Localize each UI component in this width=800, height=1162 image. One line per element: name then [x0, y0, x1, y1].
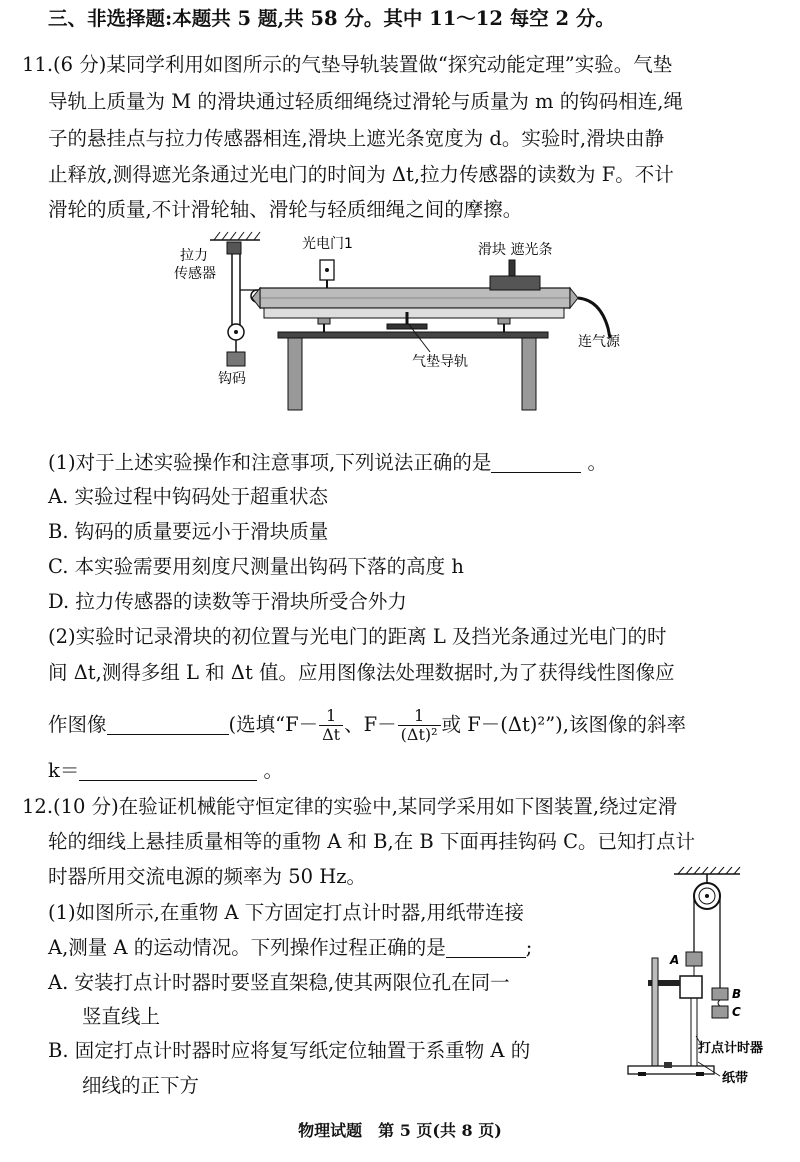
sensor-label-2: 传感器: [174, 266, 216, 282]
hook-weight: [227, 352, 245, 366]
q11-option-b: B. 钩码的质量要远小于滑块质量: [48, 520, 329, 543]
photogate-label: 光电门1: [302, 236, 353, 252]
page-footer: 物理试题 第 5 页(共 8 页): [298, 1121, 502, 1140]
q11-option-a: A. 实验过程中钩码处于超重状态: [48, 485, 328, 508]
section-header: 三、非选择题:本题共 5 题,共 58 分。其中 11～12 每空 2 分。: [48, 7, 615, 30]
q12-line-3: 时器所用交流电源的频率为 50 Hz。: [48, 865, 366, 888]
dot-timer: [680, 976, 702, 998]
q11-option-d: D. 拉力传感器的读数等于滑块所受合外力: [48, 590, 407, 613]
atwood-figure: [612, 866, 792, 1088]
answer-blank-q11-1[interactable]: [491, 450, 581, 473]
q11-part2-line1: (2)实验时记录滑块的初位置与光电门的距离 L 及挡光条通过光电门的时: [48, 625, 667, 648]
weight-a: [686, 952, 702, 966]
label-a: A: [670, 953, 680, 967]
answer-blank-q11-3[interactable]: [79, 758, 257, 781]
q11-part2-line2: 间 Δt,测得多组 L 和 Δt 值。应用图像法处理数据时,为了获得线性图像应: [48, 661, 675, 684]
q11-part2-line3: 作图像 (选填“F－ $\frac{1}{\Delta t}$ 、F－ $\frac{1}{\text{(Δt)²}}$ 或 F－(Δt)²”),该图像的斜率: [48, 706, 686, 744]
rail-label: 气垫导轨: [412, 354, 468, 370]
fraction-1-over-dt-squared: $\frac{1}{\text{(Δt)²}}$: [398, 707, 441, 744]
answer-blank-q11-2[interactable]: [107, 712, 229, 735]
air-track-figure: [160, 228, 640, 428]
label-c: C: [732, 1005, 741, 1019]
label-b: B: [732, 987, 742, 1001]
weight-c: [712, 1006, 728, 1018]
slider-block: [490, 276, 540, 290]
answer-blank-q12-1[interactable]: [446, 935, 526, 958]
q11-line-2: 导轨上质量为 M 的滑块通过轻质细绳绕过滑轮与质量为 m 的钩码相连,绳: [48, 90, 683, 113]
q11-part2-line4: k＝ 。: [48, 759, 284, 782]
force-sensor: [227, 242, 241, 254]
slider-label: 滑块 遮光条: [478, 242, 553, 258]
q11-line-3: 子的悬挂点与拉力传感器相连,滑块上遮光条宽度为 d。实验时,滑块由静: [48, 127, 665, 150]
q12-line-2: 轮的细线上悬挂质量相等的重物 A 和 B,在 B 下面再挂钩码 C。已知打点计: [48, 830, 696, 853]
sensor-label-1: 拉力: [180, 248, 208, 264]
tape-label: 纸带: [722, 1071, 749, 1086]
fraction-1-over-dt: $\frac{1}{\Delta t}$: [319, 707, 343, 744]
q12-option-a-line2: 竖直线上: [82, 1005, 161, 1028]
shading-strip: [509, 260, 515, 276]
q12-line-1: 12.(10 分)在验证机械能守恒定律的实验中,某同学采用如下图装置,绕过定滑: [22, 795, 678, 818]
q12-option-a-line1: A. 安装打点计时器时要竖直架稳,使其两限位孔在同一: [48, 971, 510, 994]
q11-line-4: 止释放,测得遮光条通过光电门的时间为 Δt,拉力传感器的读数为 F。不计: [48, 163, 674, 186]
q12-option-b-line2: 细线的正下方: [82, 1074, 200, 1097]
weight-label: 钩码: [218, 371, 246, 387]
q11-option-c: C. 本实验需要用刻度尺测量出钩码下落的高度 h: [48, 555, 464, 578]
air-source-label: 连气源: [578, 334, 620, 350]
q12-part1-line2: A,测量 A 的运动情况。下列操作过程正确的是 ;: [48, 936, 533, 959]
table-top: [278, 332, 548, 338]
q11-line-1: 11.(6 分)某同学利用如图所示的气垫导轨装置做“探究动能定理”实验。气垫: [22, 53, 673, 76]
weight-b: [712, 988, 728, 1000]
q12-option-b-line1: B. 固定打点计时器时应将复写纸定位轴置于系重物 A 的: [48, 1039, 531, 1062]
timer-label: 打点计时器: [698, 1041, 764, 1056]
q12-part1-line1: (1)如图所示,在重物 A 下方固定打点计时器,用纸带连接: [48, 901, 524, 924]
q11-line-5: 滑轮的质量,不计滑轮轴、滑轮与轻质细绳之间的摩擦。: [48, 198, 523, 221]
q11-part1: (1)对于上述实验操作和注意事项,下列说法正确的是 。: [48, 451, 608, 474]
